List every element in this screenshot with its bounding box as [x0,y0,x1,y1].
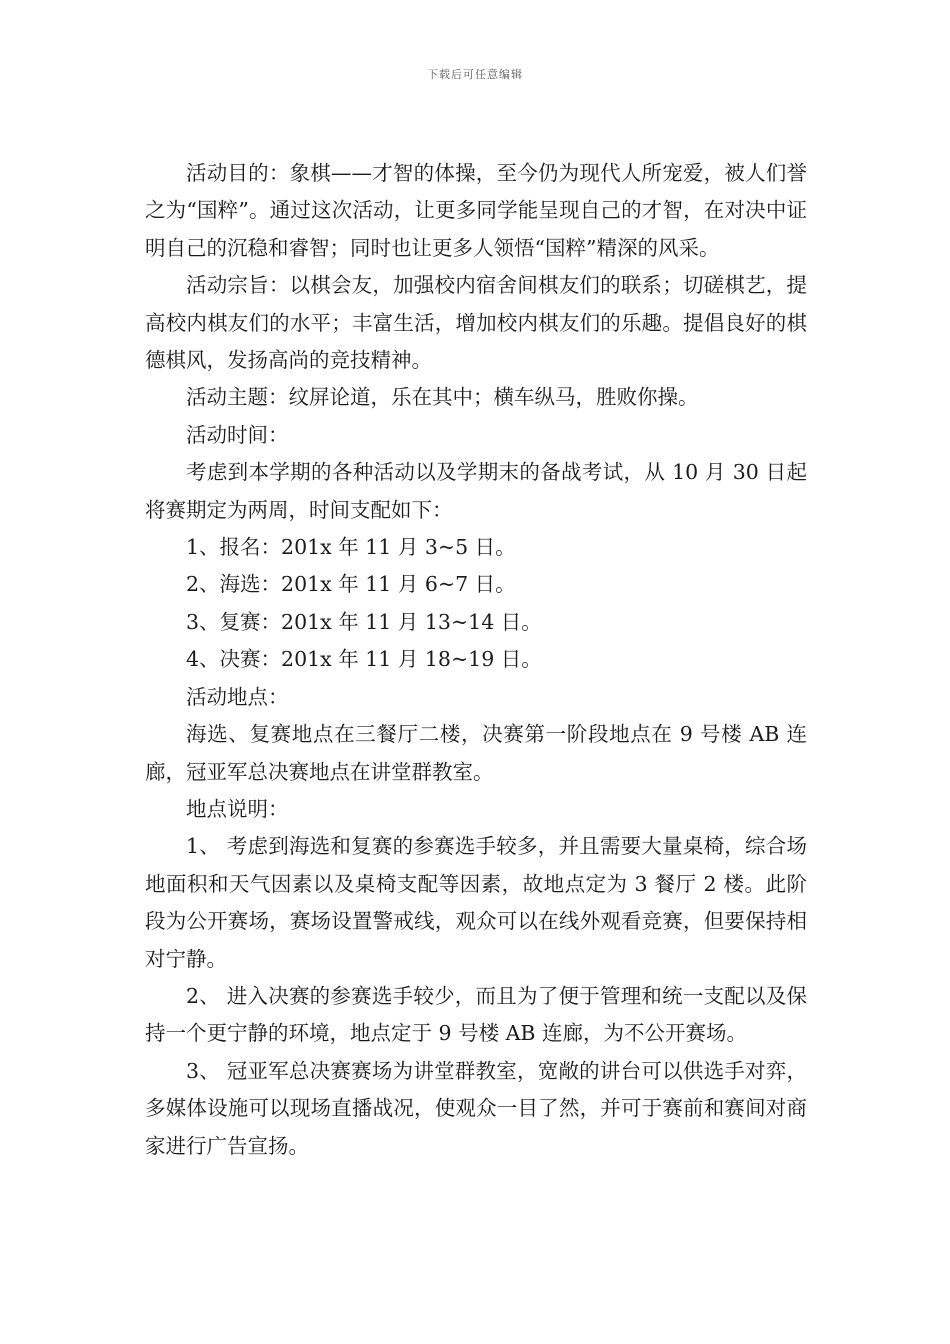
schedule-item-registration: 1、报名：201x 年 11 月 3~5 日。 [186,535,516,560]
paragraph-aim: 活动宗旨：以棋会友，加强校内宿舍间棋友们的联系；切磋棋艺，提高校内棋友们的水平；丰富生活，增加校内棋友们的乐趣。提倡良好的棋德棋风，发扬高尚的竞技精神。 [145,273,807,373]
paragraph-time-description: 考虑到本学期的各种活动以及学期末的备战考试，从 10 月 30 日起将赛期定为两周，时间支配如下： [145,460,807,522]
paragraph-location-notes-heading: 地点说明： [186,796,289,821]
location-note-3: 3、 冠亚军总决赛赛场为讲堂群教室，宽敞的讲台可以供选手对弈，多媒体设施可以现场直播战况，使观众一目了然，并可于赛前和赛间对商家进行广告宣扬。 [145,1058,807,1158]
document-body [145,155,807,1165]
paragraph-time-heading: 活动时间： [186,422,289,447]
schedule-item-preliminary: 2、海选：201x 年 11 月 6~7 日。 [186,572,516,597]
location-note-2: 2、 进入决赛的参赛选手较少，而且为了便于管理和统一支配以及保持一个更宁静的环境，地点定于 9 号楼 AB 连廊，为不公开赛场。 [145,983,807,1046]
paragraph-purpose: 活动目的：象棋——才智的体操，至今仍为现代人所宠爱，被人们誉之为“国粹”。通过这次活动，让更多同学能呈现自己的才智，在对决中证明自己的沉稳和睿智；同时也让更多人领悟“国粹”精深的风采。 [145,161,807,260]
schedule-item-semifinal: 3、复赛：201x 年 11 月 13~14 日。 [186,609,542,634]
page-header: 下载后可任意编辑 [427,68,523,81]
schedule-item-final: 4、决赛：201x 年 11 月 18~19 日。 [186,647,542,672]
paragraph-location-description: 海选、复赛地点在三餐厅二楼，决赛第一阶段地点在 9 号楼 AB 连廊，冠亚军总决赛地点在讲堂群教室。 [145,722,807,784]
paragraph-theme: 活动主题：纹屏论道，乐在其中；横车纵马，胜败你操。 [186,385,699,410]
paragraph-location-heading: 活动地点： [186,684,289,709]
location-note-1: 1、 考虑到海选和复赛的参赛选手较多，并且需要大量桌椅，综合场地面积和天气因素以及桌椅支配等因素，故地点定为 3 餐厅 2 楼。此阶段为公开赛场，赛场设置警戒线，观众可以在线外观看竞赛，但要保持相对宁静。 [145,834,807,971]
